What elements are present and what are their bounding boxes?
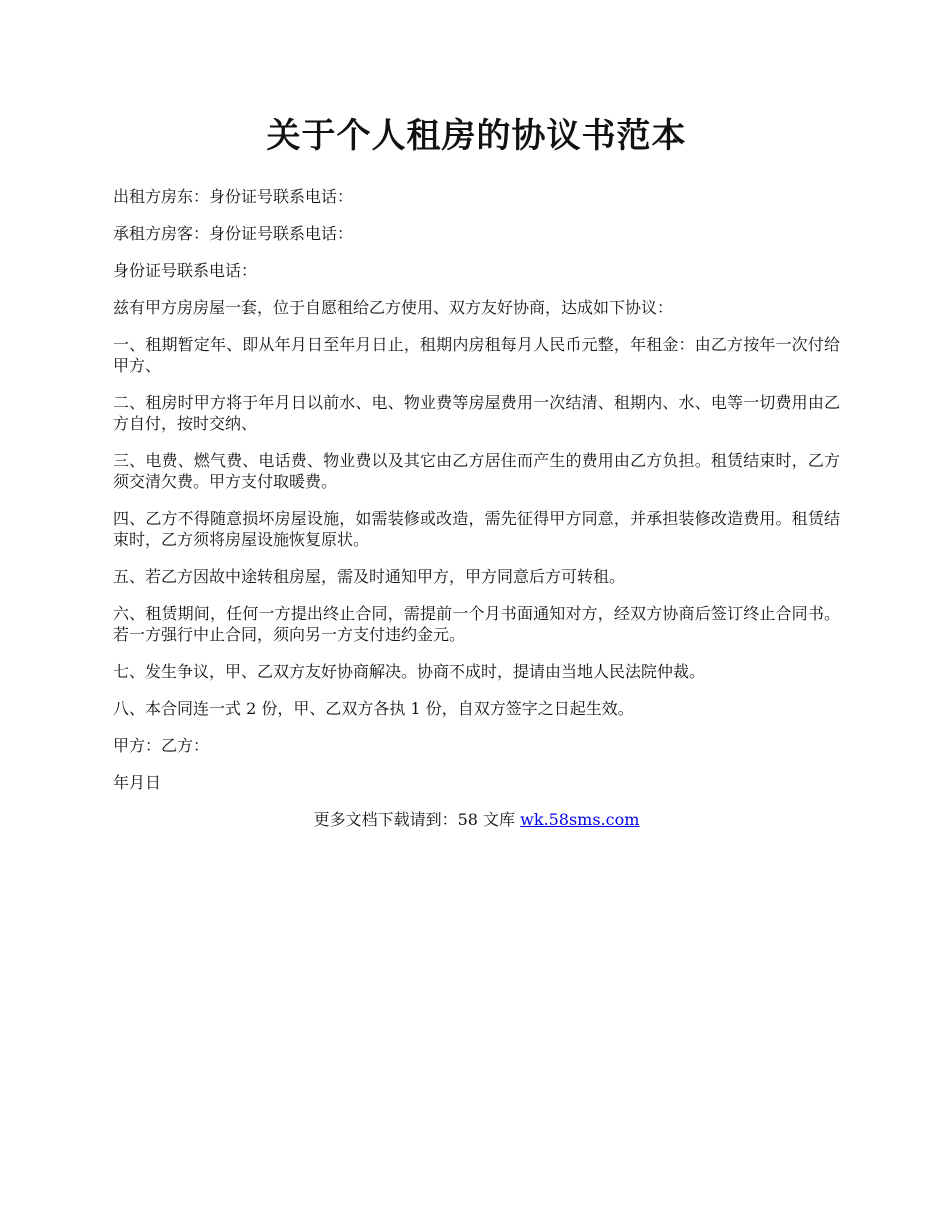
document-page [113, 110, 840, 830]
clause-4: 四、乙方不得随意损坏房屋设施，如需装修或改造，需先征得甲方同意，并承担装修改造费用。租赁结束时，乙方须将房屋设施恢复原状。 [113, 509, 840, 549]
clause-8: 八、本合同连一式 2 份，甲、乙双方各执 1 份，自双方签字之日起生效。 [113, 699, 634, 718]
signature-line: 甲方：乙方： [113, 736, 210, 755]
intro-paragraph: 兹有甲方房房屋一套，位于自愿租给乙方使用、双方友好协商，达成如下协议： [113, 298, 674, 317]
clause-5: 五、若乙方因故中途转租房屋，需及时通知甲方，甲方同意后方可转租。 [113, 567, 626, 586]
clause-6: 六、租赁期间，任何一方提出终止合同，需提前一个月书面通知对方，经双方协商后签订终止合同书。若一方强行中止合同，须向另一方支付违约金元。 [113, 604, 840, 644]
clause-3: 三、电费、燃气费、电话费、物业费以及其它由乙方居住而产生的费用由乙方负担。租赁结束时，乙方须交清欠费。甲方支付取暖费。 [113, 451, 840, 491]
landlord-line: 出租方房东：身份证号联系电话： [113, 187, 354, 206]
clause-2: 二、租房时甲方将于年月日以前水、电、物业费等房屋费用一次结清、租期内、水、电等一切费用由乙方自付，按时交纳、 [113, 393, 840, 433]
clause-1: 一、租期暂定年、即从年月日至年月日止，租期内房租每月人民币元整，年租金：由乙方按年一次付给甲方、 [113, 335, 840, 375]
download-footer [113, 809, 840, 830]
document-title: 关于个人租房的协议书范本 [266, 116, 687, 156]
tenant-line: 承租方房客：身份证号联系电话： [113, 224, 354, 243]
clause-7: 七、发生争议，甲、乙双方友好协商解决。协商不成时，提请由当地人民法院仲裁。 [113, 662, 706, 681]
date-line: 年月日 [113, 773, 162, 792]
id-phone-line: 身份证号联系电话： [113, 261, 258, 280]
footer-text: 更多文档下载请到：58 文库 [313, 810, 521, 829]
footer-link[interactable]: wk.58sms.com [520, 810, 640, 829]
